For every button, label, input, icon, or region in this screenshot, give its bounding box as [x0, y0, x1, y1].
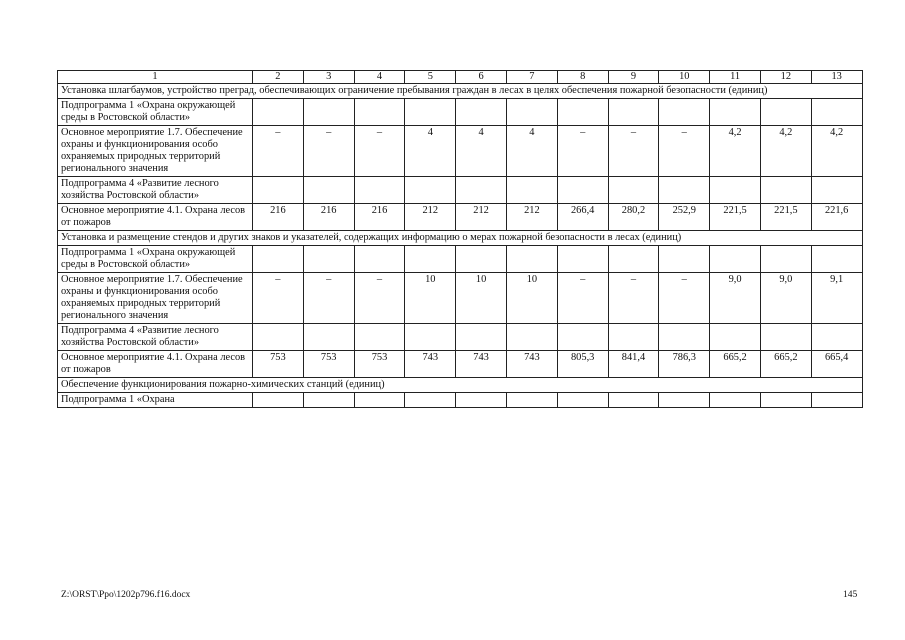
- table-row: [58, 393, 863, 408]
- table-cell: [811, 324, 862, 351]
- table-cell: 743: [456, 351, 507, 378]
- table-cell: [354, 246, 405, 273]
- table-cell: [253, 177, 304, 204]
- column-header: 5: [405, 71, 456, 84]
- table-cell: –: [354, 126, 405, 177]
- footer-file-path: Z:\ORST\Ppo\1202p796.f16.docx: [61, 590, 191, 600]
- table-cell: –: [303, 126, 354, 177]
- table-cell: 753: [303, 351, 354, 378]
- table-cell: –: [608, 126, 659, 177]
- table-cell: [557, 324, 608, 351]
- row-label: Основное мероприятие 1.7. Обеспечение охраны и функционирования особо охраняемых природных территорий регионального значения: [58, 273, 253, 324]
- page-number: 145: [843, 590, 858, 600]
- table-cell: [253, 246, 304, 273]
- table-cell: [354, 99, 405, 126]
- table-cell: [659, 246, 710, 273]
- table-cell: [456, 177, 507, 204]
- table-cell: 4: [506, 126, 557, 177]
- table-cell: [303, 393, 354, 408]
- table-cell: 4,2: [710, 126, 761, 177]
- table-cell: 841,4: [608, 351, 659, 378]
- table-cell: 9,0: [760, 273, 811, 324]
- table-cell: [811, 246, 862, 273]
- table-cell: 10: [405, 273, 456, 324]
- table-cell: 216: [253, 204, 304, 231]
- table-cell: [303, 324, 354, 351]
- table-cell: [405, 393, 456, 408]
- table-cell: 212: [405, 204, 456, 231]
- table-row: [58, 351, 863, 378]
- table-cell: 221,5: [710, 204, 761, 231]
- row-label: Подпрограмма 4 «Развитие лесного хозяйства Ростовской области»: [58, 324, 253, 351]
- table-cell: 221,6: [811, 204, 862, 231]
- table-cell: [710, 99, 761, 126]
- table-cell: [811, 99, 862, 126]
- table-cell: –: [253, 126, 304, 177]
- table-cell: 4,2: [811, 126, 862, 177]
- table-cell: [506, 246, 557, 273]
- table-cell: 212: [506, 204, 557, 231]
- table-cell: [506, 393, 557, 408]
- table-cell: [354, 324, 405, 351]
- section-row: [58, 84, 863, 99]
- table-cell: 805,3: [557, 351, 608, 378]
- table-row: [58, 324, 863, 351]
- table-cell: [659, 177, 710, 204]
- table-cell: [608, 393, 659, 408]
- table-cell: [354, 393, 405, 408]
- table-cell: [760, 246, 811, 273]
- table-cell: 753: [253, 351, 304, 378]
- row-label: Подпрограмма 1 «Охрана окружающей среды в Ростовской области»: [58, 246, 253, 273]
- column-header: 2: [253, 71, 304, 84]
- row-label: Подпрограмма 4 «Развитие лесного хозяйства Ростовской области»: [58, 177, 253, 204]
- table-cell: [811, 177, 862, 204]
- table-cell: [253, 324, 304, 351]
- table-cell: [608, 246, 659, 273]
- table-row: [58, 177, 863, 204]
- table-cell: [506, 177, 557, 204]
- header-row: [58, 71, 863, 84]
- table-cell: [405, 177, 456, 204]
- row-label: Подпрограмма 1 «Охрана: [58, 393, 253, 408]
- table-cell: 665,2: [760, 351, 811, 378]
- section-title: Установка и размещение стендов и других знаков и указателей, содержащих информацию о мерах пожарной безопасности в лесах (единиц): [58, 231, 863, 246]
- section-row: [58, 378, 863, 393]
- table-cell: 252,9: [659, 204, 710, 231]
- table-cell: [557, 177, 608, 204]
- column-header: 1: [58, 71, 253, 84]
- table-cell: [608, 177, 659, 204]
- table-cell: 216: [303, 204, 354, 231]
- table-cell: [456, 324, 507, 351]
- table-cell: 4: [405, 126, 456, 177]
- table-cell: –: [557, 273, 608, 324]
- table-cell: 216: [354, 204, 405, 231]
- table-cell: 786,3: [659, 351, 710, 378]
- table-cell: 9,1: [811, 273, 862, 324]
- table-cell: [760, 177, 811, 204]
- table-cell: 753: [354, 351, 405, 378]
- table-cell: –: [303, 273, 354, 324]
- table-cell: –: [608, 273, 659, 324]
- table-cell: [710, 177, 761, 204]
- table-cell: 221,5: [760, 204, 811, 231]
- table-cell: [303, 99, 354, 126]
- column-header: 7: [506, 71, 557, 84]
- table-cell: [557, 246, 608, 273]
- table-cell: 665,4: [811, 351, 862, 378]
- column-header: 12: [760, 71, 811, 84]
- table-cell: 743: [405, 351, 456, 378]
- table-cell: [760, 99, 811, 126]
- table-cell: 10: [506, 273, 557, 324]
- table-cell: [608, 324, 659, 351]
- column-header: 10: [659, 71, 710, 84]
- table-cell: [506, 99, 557, 126]
- table-cell: [303, 246, 354, 273]
- table-cell: –: [659, 126, 710, 177]
- table-cell: [710, 246, 761, 273]
- table-cell: 266,4: [557, 204, 608, 231]
- table-cell: [811, 393, 862, 408]
- table-cell: [659, 99, 710, 126]
- table-cell: [354, 177, 405, 204]
- section-title: Установка шлагбаумов, устройство преград, обеспечивающих ограничение пребывания граждан в лесах в целях обеспечения пожарной безопасности (единиц): [58, 84, 863, 99]
- column-header: 11: [710, 71, 761, 84]
- table-cell: 743: [506, 351, 557, 378]
- table-cell: 4: [456, 126, 507, 177]
- table-cell: [456, 393, 507, 408]
- table-cell: 10: [456, 273, 507, 324]
- row-label: Основное мероприятие 4.1. Охрана лесов от пожаров: [58, 204, 253, 231]
- table-cell: [405, 246, 456, 273]
- table-cell: 9,0: [710, 273, 761, 324]
- table-cell: [405, 324, 456, 351]
- table-cell: [405, 99, 456, 126]
- table-cell: [659, 324, 710, 351]
- table-cell: [659, 393, 710, 408]
- data-table: [57, 70, 863, 408]
- table-row: [58, 246, 863, 273]
- table-cell: –: [354, 273, 405, 324]
- row-label: Подпрограмма 1 «Охрана окружающей среды в Ростовской области»: [58, 99, 253, 126]
- table-row: [58, 273, 863, 324]
- table-cell: [710, 393, 761, 408]
- table-cell: 4,2: [760, 126, 811, 177]
- column-header: 9: [608, 71, 659, 84]
- table-cell: 665,2: [710, 351, 761, 378]
- table-cell: [760, 393, 811, 408]
- table-cell: –: [557, 126, 608, 177]
- table-row: [58, 126, 863, 177]
- section-row: [58, 231, 863, 246]
- table-row: [58, 204, 863, 231]
- row-label: Основное мероприятие 1.7. Обеспечение охраны и функционирования особо охраняемых природных территорий регионального значения: [58, 126, 253, 177]
- table-cell: [456, 246, 507, 273]
- table-cell: [303, 177, 354, 204]
- table-cell: [557, 99, 608, 126]
- column-header: 4: [354, 71, 405, 84]
- table-cell: [760, 324, 811, 351]
- table-row: [58, 99, 863, 126]
- table-cell: [608, 99, 659, 126]
- table-cell: [557, 393, 608, 408]
- section-title: Обеспечение функционирования пожарно-химических станций (единиц): [58, 378, 863, 393]
- table-cell: [253, 393, 304, 408]
- table-cell: –: [659, 273, 710, 324]
- table-cell: –: [253, 273, 304, 324]
- table-cell: 212: [456, 204, 507, 231]
- table-cell: [506, 324, 557, 351]
- table-cell: [710, 324, 761, 351]
- table-cell: 280,2: [608, 204, 659, 231]
- column-header: 8: [557, 71, 608, 84]
- column-header: 3: [303, 71, 354, 84]
- row-label: Основное мероприятие 4.1. Охрана лесов от пожаров: [58, 351, 253, 378]
- column-header: 6: [456, 71, 507, 84]
- column-header: 13: [811, 71, 862, 84]
- table-cell: [456, 99, 507, 126]
- table-cell: [253, 99, 304, 126]
